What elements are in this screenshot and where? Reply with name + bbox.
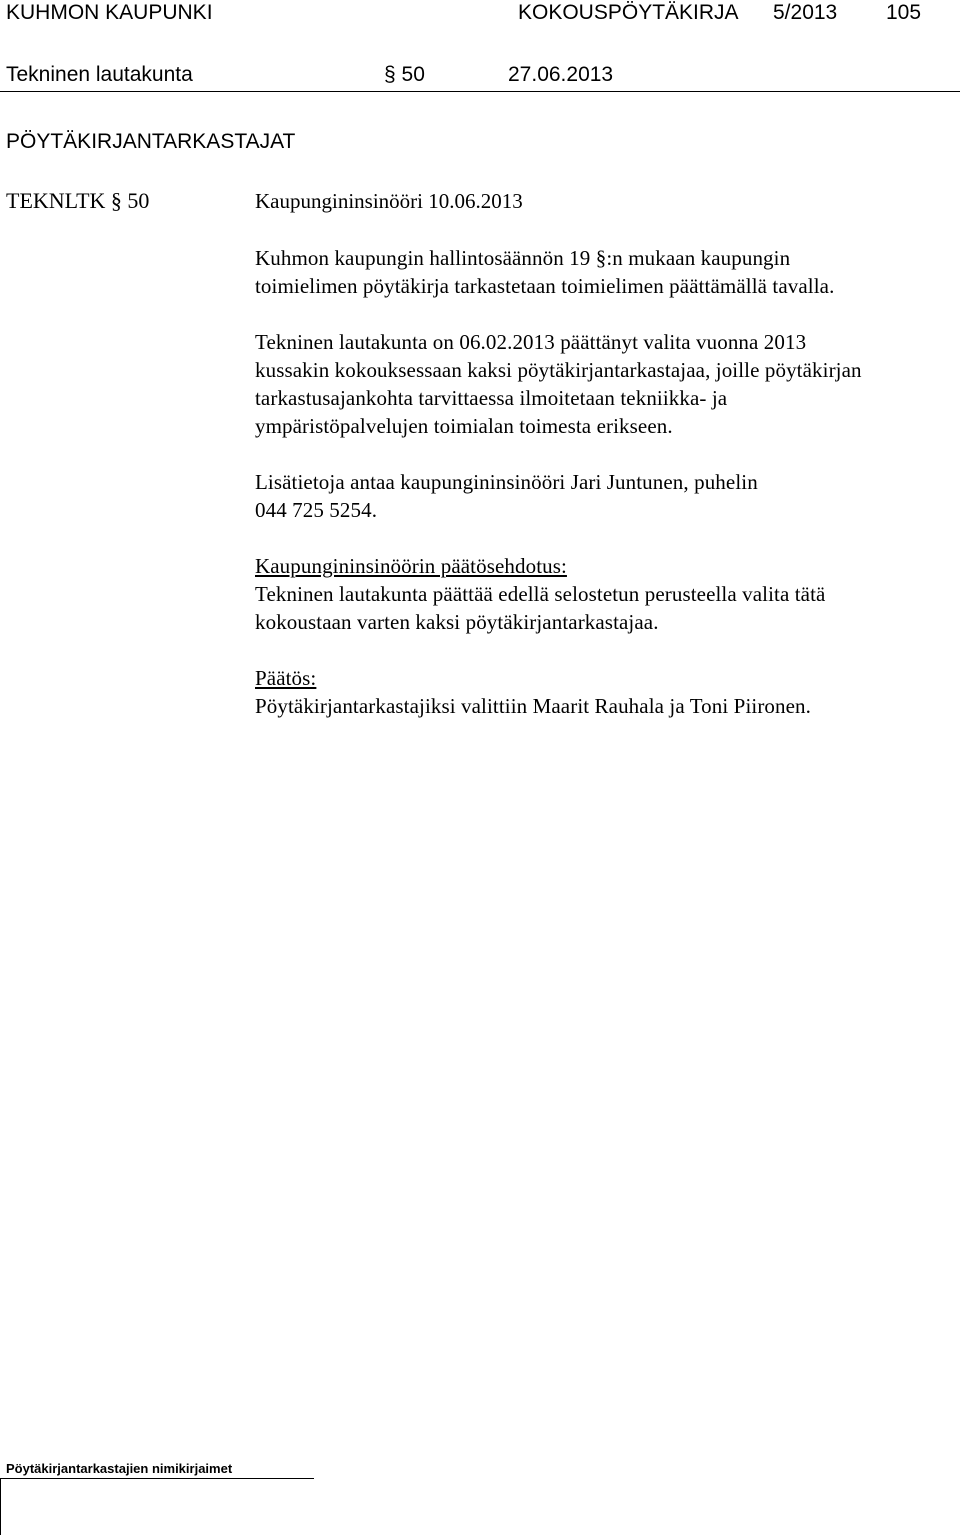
issue-number: 5/2013 bbox=[773, 1, 838, 24]
decision-text: Pöytäkirjantarkastajiksi valittiin Maarit Rauhala ja Toni Piironen. bbox=[255, 694, 811, 718]
text-line: kussakin kokouksessaan kaksi pöytäkirjantarkastajaa, joille pöytäkirjan bbox=[255, 358, 862, 382]
reference-code: TEKNLTK § 50 bbox=[6, 188, 150, 213]
paragraph-contact-info bbox=[255, 468, 945, 524]
board-name: Tekninen lautakunta bbox=[6, 63, 193, 86]
reference-author-date: Kaupungininsinööri 10.06.2013 bbox=[255, 189, 523, 213]
text-line: Lisätietoja antaa kaupungininsinööri Jari Juntunen, puhelin bbox=[255, 470, 758, 494]
paragraph-prior-decision bbox=[255, 328, 945, 440]
organization-name: KUHMON KAUPUNKI bbox=[6, 1, 213, 24]
text-line: ympäristöpalvelujen toimialan toimesta erikseen. bbox=[255, 414, 673, 438]
text-line: Tekninen lautakunta päättää edellä selostetun perusteella valita tätä bbox=[255, 582, 826, 606]
text-line: toimielimen pöytäkirja tarkastetaan toimielimen päättämällä tavalla. bbox=[255, 274, 835, 298]
text-line: tarkastusajankohta tarvittaessa ilmoitetaan tekniikka- ja bbox=[255, 386, 728, 410]
paragraph-rules bbox=[255, 244, 945, 300]
paragraph-decision bbox=[255, 664, 945, 720]
document-body bbox=[255, 244, 945, 720]
section-number: § 50 bbox=[384, 63, 425, 86]
text-line: 044 725 5254. bbox=[255, 498, 378, 522]
text-line: Tekninen lautakunta on 06.02.2013 päättänyt valita vuonna 2013 bbox=[255, 330, 807, 354]
signature-box-top bbox=[0, 1478, 314, 1479]
signature-label: Pöytäkirjantarkastajien nimikirjaimet bbox=[6, 1461, 233, 1476]
proposal-heading: Kaupungininsinöörin päätösehdotus: bbox=[255, 554, 567, 578]
text-line: kokoustaan varten kaksi pöytäkirjantarkastajaa. bbox=[255, 610, 659, 634]
meeting-date: 27.06.2013 bbox=[508, 63, 614, 86]
page-number: 105 bbox=[886, 1, 922, 24]
paragraph-proposal bbox=[255, 552, 945, 636]
document-type: KOKOUSPÖYTÄKIRJA bbox=[518, 1, 739, 24]
header-divider bbox=[0, 91, 960, 92]
page-title: PÖYTÄKIRJANTARKASTAJAT bbox=[6, 130, 296, 153]
decision-heading: Päätös: bbox=[255, 666, 317, 690]
signature-box-left bbox=[0, 1478, 1, 1535]
text-line: Kuhmon kaupungin hallintosäännön 19 §:n mukaan kaupungin bbox=[255, 246, 791, 270]
